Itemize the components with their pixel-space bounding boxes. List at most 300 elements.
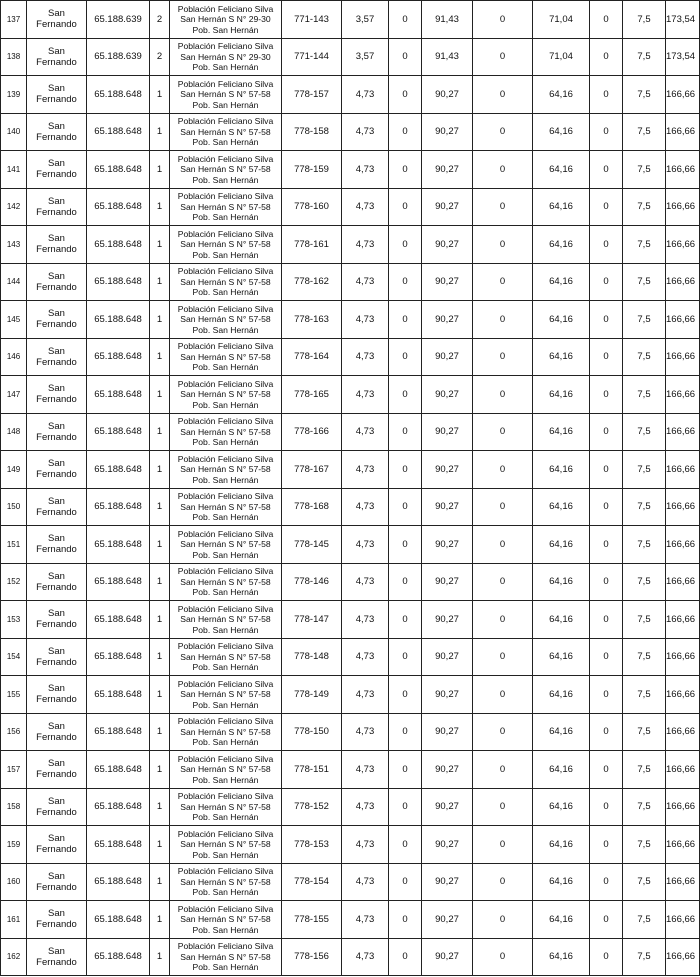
rut-cell: 65.188.639 bbox=[87, 38, 150, 76]
quantity-cell: 1 bbox=[150, 413, 170, 451]
address-line: Población Feliciano Silva bbox=[177, 191, 274, 201]
address-line: San Hernán S N° 57-58 bbox=[180, 89, 271, 99]
commune-line: Fernando bbox=[36, 19, 77, 31]
row-number-cell: 151 bbox=[1, 526, 27, 564]
rol-cell: 778-162 bbox=[282, 263, 342, 301]
quantity-cell: 1 bbox=[150, 751, 170, 789]
rol-cell: 778-161 bbox=[282, 226, 342, 264]
value-f-cell: 0 bbox=[590, 638, 623, 676]
address-cell bbox=[170, 376, 282, 414]
address-line: Población Feliciano Silva bbox=[177, 716, 274, 726]
address-line: Pob. San Hernán bbox=[192, 174, 259, 185]
address-line: Población Feliciano Silva bbox=[177, 416, 274, 426]
rol-cell: 771-144 bbox=[282, 38, 342, 76]
value-d-cell: 0 bbox=[473, 376, 533, 414]
table-row bbox=[1, 938, 700, 976]
value-c-cell: 90,27 bbox=[422, 413, 473, 451]
value-b-cell: 0 bbox=[389, 901, 422, 939]
value-b-cell: 0 bbox=[389, 226, 422, 264]
address-cell bbox=[170, 338, 282, 376]
address-line: San Hernán S N° 57-58 bbox=[180, 651, 271, 662]
total-cell: 166,66 bbox=[666, 413, 700, 451]
value-d-cell: 0 bbox=[473, 863, 533, 901]
address-line: Población Feliciano Silva bbox=[177, 753, 274, 764]
row-number-cell: 159 bbox=[1, 826, 27, 864]
value-f-cell: 0 bbox=[590, 713, 623, 751]
address-line: Población Feliciano Silva bbox=[177, 866, 274, 876]
quantity-cell: 1 bbox=[150, 826, 170, 864]
address-line: San Hernán S N° 57-58 bbox=[180, 201, 271, 212]
address-line: Población Feliciano Silva bbox=[177, 828, 274, 839]
commune-line: Fernando bbox=[36, 506, 77, 518]
value-g-cell: 7,5 bbox=[623, 113, 666, 151]
rol-cell: 778-163 bbox=[282, 301, 342, 339]
value-c-cell: 90,27 bbox=[422, 488, 473, 526]
total-cell: 173,54 bbox=[666, 38, 700, 76]
commune-cell bbox=[27, 826, 87, 864]
value-e-cell: 64,16 bbox=[533, 751, 590, 789]
value-a-cell: 4,73 bbox=[342, 301, 389, 339]
commune-line: San bbox=[48, 945, 65, 957]
value-f-cell: 0 bbox=[590, 676, 623, 714]
table-row bbox=[1, 638, 700, 676]
rol-cell: 771-143 bbox=[282, 1, 342, 39]
address-line: Población Feliciano Silva bbox=[177, 78, 274, 89]
address-line: Población Feliciano Silva bbox=[177, 603, 274, 614]
value-e-cell: 64,16 bbox=[533, 788, 590, 826]
value-a-cell: 3,57 bbox=[342, 1, 389, 39]
rol-cell: 778-167 bbox=[282, 451, 342, 489]
total-cell: 166,66 bbox=[666, 151, 700, 189]
commune-line: San bbox=[48, 720, 65, 732]
address-line: Pob. San Hernán bbox=[192, 737, 259, 747]
commune-line: San bbox=[48, 833, 65, 845]
value-d-cell: 0 bbox=[473, 188, 533, 226]
rol-cell: 778-151 bbox=[282, 751, 342, 789]
value-d-cell: 0 bbox=[473, 788, 533, 826]
commune-cell bbox=[27, 38, 87, 76]
table-row bbox=[1, 188, 700, 226]
value-f-cell: 0 bbox=[590, 751, 623, 789]
table-row bbox=[1, 38, 700, 76]
commune-line: Fernando bbox=[36, 581, 77, 593]
commune-cell bbox=[27, 751, 87, 789]
commune-line: San bbox=[48, 908, 65, 920]
value-f-cell: 0 bbox=[590, 1, 623, 39]
table-row bbox=[1, 901, 700, 939]
commune-cell bbox=[27, 226, 87, 264]
table-row bbox=[1, 263, 700, 301]
row-number-cell: 162 bbox=[1, 938, 27, 976]
total-cell: 166,66 bbox=[666, 751, 700, 789]
commune-cell bbox=[27, 638, 87, 676]
total-cell: 166,66 bbox=[666, 601, 700, 639]
commune-line: San bbox=[48, 8, 65, 20]
value-c-cell: 90,27 bbox=[422, 751, 473, 789]
commune-line: Fernando bbox=[36, 56, 77, 68]
value-g-cell: 7,5 bbox=[623, 563, 666, 601]
address-cell bbox=[170, 638, 282, 676]
commune-line: Fernando bbox=[36, 94, 77, 106]
row-number-cell: 160 bbox=[1, 863, 27, 901]
commune-cell bbox=[27, 863, 87, 901]
value-d-cell: 0 bbox=[473, 38, 533, 76]
row-number-cell: 145 bbox=[1, 301, 27, 339]
value-g-cell: 7,5 bbox=[623, 638, 666, 676]
commune-cell bbox=[27, 676, 87, 714]
address-cell bbox=[170, 601, 282, 639]
commune-line: Fernando bbox=[36, 394, 77, 406]
rut-cell: 65.188.648 bbox=[87, 188, 150, 226]
value-e-cell: 64,16 bbox=[533, 151, 590, 189]
rut-cell: 65.188.648 bbox=[87, 301, 150, 339]
row-number-cell: 150 bbox=[1, 488, 27, 526]
row-number-cell: 138 bbox=[1, 38, 27, 76]
rol-cell: 778-168 bbox=[282, 488, 342, 526]
commune-line: San bbox=[48, 233, 65, 245]
rut-cell: 65.188.648 bbox=[87, 713, 150, 751]
commune-line: Fernando bbox=[36, 244, 77, 256]
total-cell: 166,66 bbox=[666, 451, 700, 489]
commune-line: Fernando bbox=[36, 769, 77, 781]
quantity-cell: 1 bbox=[150, 638, 170, 676]
quantity-cell: 1 bbox=[150, 563, 170, 601]
address-line: Población Feliciano Silva bbox=[177, 453, 274, 464]
total-cell: 166,66 bbox=[666, 488, 700, 526]
row-number-cell: 137 bbox=[1, 1, 27, 39]
value-a-cell: 4,73 bbox=[342, 488, 389, 526]
rut-cell: 65.188.648 bbox=[87, 451, 150, 489]
table-row bbox=[1, 751, 700, 789]
value-d-cell: 0 bbox=[473, 338, 533, 376]
value-g-cell: 7,5 bbox=[623, 38, 666, 76]
value-b-cell: 0 bbox=[389, 451, 422, 489]
address-cell bbox=[170, 451, 282, 489]
rol-cell: 778-148 bbox=[282, 638, 342, 676]
commune-line: San bbox=[48, 83, 65, 95]
commune-cell bbox=[27, 451, 87, 489]
address-line: Pob. San Hernán bbox=[192, 137, 259, 147]
address-line: San Hernán S N° 57-58 bbox=[180, 914, 271, 924]
commune-cell bbox=[27, 76, 87, 114]
address-line: San Hernán S N° 57-58 bbox=[180, 164, 271, 174]
commune-cell bbox=[27, 188, 87, 226]
address-cell bbox=[170, 788, 282, 826]
value-a-cell: 4,73 bbox=[342, 413, 389, 451]
value-c-cell: 90,27 bbox=[422, 113, 473, 151]
row-number-cell: 144 bbox=[1, 263, 27, 301]
address-line: Población Feliciano Silva bbox=[177, 378, 274, 389]
value-a-cell: 4,73 bbox=[342, 938, 389, 976]
value-f-cell: 0 bbox=[590, 226, 623, 264]
commune-cell bbox=[27, 526, 87, 564]
quantity-cell: 1 bbox=[150, 901, 170, 939]
address-line: Pob. San Hernán bbox=[192, 887, 259, 897]
address-line: San Hernán S N° 57-58 bbox=[180, 389, 271, 399]
value-c-cell: 90,27 bbox=[422, 188, 473, 226]
commune-cell bbox=[27, 1, 87, 39]
rut-cell: 65.188.648 bbox=[87, 151, 150, 189]
quantity-cell: 1 bbox=[150, 713, 170, 751]
address-line: Pob. San Hernán bbox=[192, 287, 259, 297]
value-e-cell: 64,16 bbox=[533, 488, 590, 526]
value-a-cell: 4,73 bbox=[342, 338, 389, 376]
address-line: San Hernán S N° 57-58 bbox=[180, 351, 271, 362]
table-row bbox=[1, 451, 700, 489]
table-row bbox=[1, 1, 700, 39]
commune-line: San bbox=[48, 120, 65, 132]
address-line: San Hernán S N° 29-30 bbox=[180, 14, 271, 24]
value-e-cell: 64,16 bbox=[533, 526, 590, 564]
address-line: Pob. San Hernán bbox=[192, 699, 259, 710]
rol-cell: 778-145 bbox=[282, 526, 342, 564]
commune-cell bbox=[27, 113, 87, 151]
row-number-cell: 158 bbox=[1, 788, 27, 826]
value-d-cell: 0 bbox=[473, 901, 533, 939]
address-line: San Hernán S N° 57-58 bbox=[180, 839, 271, 849]
rol-cell: 778-146 bbox=[282, 563, 342, 601]
value-b-cell: 0 bbox=[389, 263, 422, 301]
address-cell bbox=[170, 263, 282, 301]
table-body bbox=[1, 1, 700, 976]
row-number-cell: 152 bbox=[1, 563, 27, 601]
value-f-cell: 0 bbox=[590, 113, 623, 151]
value-e-cell: 64,16 bbox=[533, 601, 590, 639]
quantity-cell: 1 bbox=[150, 151, 170, 189]
quantity-cell: 1 bbox=[150, 488, 170, 526]
total-cell: 166,66 bbox=[666, 826, 700, 864]
address-line: Población Feliciano Silva bbox=[177, 153, 274, 164]
commune-cell bbox=[27, 788, 87, 826]
value-c-cell: 90,27 bbox=[422, 601, 473, 639]
rut-cell: 65.188.648 bbox=[87, 788, 150, 826]
commune-line: Fernando bbox=[36, 619, 77, 631]
table-row bbox=[1, 338, 700, 376]
commune-line: San bbox=[48, 495, 65, 507]
value-a-cell: 4,73 bbox=[342, 376, 389, 414]
quantity-cell: 1 bbox=[150, 188, 170, 226]
address-cell bbox=[170, 226, 282, 264]
total-cell: 166,66 bbox=[666, 338, 700, 376]
rut-cell: 65.188.648 bbox=[87, 76, 150, 114]
value-a-cell: 4,73 bbox=[342, 901, 389, 939]
rol-cell: 778-150 bbox=[282, 713, 342, 751]
value-c-cell: 90,27 bbox=[422, 863, 473, 901]
address-cell bbox=[170, 488, 282, 526]
value-b-cell: 0 bbox=[389, 301, 422, 339]
value-e-cell: 64,16 bbox=[533, 713, 590, 751]
quantity-cell: 1 bbox=[150, 263, 170, 301]
value-f-cell: 0 bbox=[590, 488, 623, 526]
value-d-cell: 0 bbox=[473, 938, 533, 976]
value-f-cell: 0 bbox=[590, 563, 623, 601]
value-g-cell: 7,5 bbox=[623, 676, 666, 714]
address-line: Pob. San Hernán bbox=[192, 549, 259, 560]
total-cell: 166,66 bbox=[666, 113, 700, 151]
rol-cell: 778-164 bbox=[282, 338, 342, 376]
rol-cell: 778-147 bbox=[282, 601, 342, 639]
address-cell bbox=[170, 526, 282, 564]
total-cell: 166,66 bbox=[666, 713, 700, 751]
rut-cell: 65.188.648 bbox=[87, 338, 150, 376]
value-e-cell: 64,16 bbox=[533, 413, 590, 451]
rol-cell: 778-156 bbox=[282, 938, 342, 976]
value-e-cell: 64,16 bbox=[533, 826, 590, 864]
quantity-cell: 1 bbox=[150, 788, 170, 826]
address-cell bbox=[170, 188, 282, 226]
commune-line: Fernando bbox=[36, 731, 77, 743]
total-cell: 166,66 bbox=[666, 226, 700, 264]
value-c-cell: 90,27 bbox=[422, 938, 473, 976]
rut-cell: 65.188.648 bbox=[87, 901, 150, 939]
quantity-cell: 1 bbox=[150, 113, 170, 151]
value-b-cell: 0 bbox=[389, 413, 422, 451]
quantity-cell: 1 bbox=[150, 938, 170, 976]
commune-line: San bbox=[48, 683, 65, 695]
value-f-cell: 0 bbox=[590, 413, 623, 451]
quantity-cell: 1 bbox=[150, 76, 170, 114]
rut-cell: 65.188.648 bbox=[87, 563, 150, 601]
row-number-cell: 139 bbox=[1, 76, 27, 114]
value-c-cell: 90,27 bbox=[422, 151, 473, 189]
address-line: Pob. San Hernán bbox=[192, 99, 259, 110]
address-line: Población Feliciano Silva bbox=[177, 41, 274, 51]
value-b-cell: 0 bbox=[389, 38, 422, 76]
address-cell bbox=[170, 113, 282, 151]
table-row bbox=[1, 76, 700, 114]
commune-cell bbox=[27, 563, 87, 601]
rol-cell: 778-165 bbox=[282, 376, 342, 414]
value-b-cell: 0 bbox=[389, 188, 422, 226]
commune-line: Fernando bbox=[36, 956, 77, 968]
value-g-cell: 7,5 bbox=[623, 76, 666, 114]
value-e-cell: 64,16 bbox=[533, 451, 590, 489]
address-line: Pob. San Hernán bbox=[192, 324, 259, 335]
address-line: Población Feliciano Silva bbox=[177, 678, 274, 689]
quantity-cell: 1 bbox=[150, 601, 170, 639]
value-f-cell: 0 bbox=[590, 76, 623, 114]
value-a-cell: 4,73 bbox=[342, 713, 389, 751]
address-line: San Hernán S N° 57-58 bbox=[180, 239, 271, 249]
value-d-cell: 0 bbox=[473, 713, 533, 751]
rol-cell: 778-155 bbox=[282, 901, 342, 939]
value-a-cell: 4,73 bbox=[342, 263, 389, 301]
row-number-cell: 161 bbox=[1, 901, 27, 939]
value-g-cell: 7,5 bbox=[623, 601, 666, 639]
address-cell bbox=[170, 38, 282, 76]
total-cell: 166,66 bbox=[666, 788, 700, 826]
commune-cell bbox=[27, 151, 87, 189]
value-d-cell: 0 bbox=[473, 451, 533, 489]
address-line: Población Feliciano Silva bbox=[177, 641, 274, 651]
address-line: Pob. San Hernán bbox=[192, 24, 259, 35]
commune-line: San bbox=[48, 45, 65, 57]
table-row bbox=[1, 151, 700, 189]
value-e-cell: 64,16 bbox=[533, 376, 590, 414]
value-b-cell: 0 bbox=[389, 526, 422, 564]
address-line: Pob. San Hernán bbox=[192, 212, 259, 222]
address-line: Pob. San Hernán bbox=[192, 512, 259, 522]
row-number-cell: 143 bbox=[1, 226, 27, 264]
commune-line: Fernando bbox=[36, 694, 77, 706]
value-e-cell: 64,16 bbox=[533, 638, 590, 676]
commune-line: San bbox=[48, 870, 65, 882]
value-a-cell: 4,73 bbox=[342, 751, 389, 789]
table-row bbox=[1, 301, 700, 339]
value-f-cell: 0 bbox=[590, 376, 623, 414]
value-d-cell: 0 bbox=[473, 751, 533, 789]
commune-line: San bbox=[48, 533, 65, 545]
value-c-cell: 90,27 bbox=[422, 76, 473, 114]
value-b-cell: 0 bbox=[389, 751, 422, 789]
value-b-cell: 0 bbox=[389, 563, 422, 601]
value-e-cell: 64,16 bbox=[533, 676, 590, 714]
value-g-cell: 7,5 bbox=[623, 751, 666, 789]
value-c-cell: 91,43 bbox=[422, 38, 473, 76]
value-f-cell: 0 bbox=[590, 338, 623, 376]
rol-cell: 778-153 bbox=[282, 826, 342, 864]
value-a-cell: 4,73 bbox=[342, 113, 389, 151]
address-line: Pob. San Hernán bbox=[192, 587, 259, 597]
value-f-cell: 0 bbox=[590, 901, 623, 939]
quantity-cell: 2 bbox=[150, 1, 170, 39]
value-d-cell: 0 bbox=[473, 263, 533, 301]
value-e-cell: 64,16 bbox=[533, 338, 590, 376]
table-row bbox=[1, 113, 700, 151]
rut-cell: 65.188.648 bbox=[87, 263, 150, 301]
address-cell bbox=[170, 301, 282, 339]
value-d-cell: 0 bbox=[473, 563, 533, 601]
value-a-cell: 4,73 bbox=[342, 188, 389, 226]
value-e-cell: 64,16 bbox=[533, 301, 590, 339]
address-cell bbox=[170, 151, 282, 189]
address-line: Pob. San Hernán bbox=[192, 437, 259, 447]
address-line: San Hernán S N° 57-58 bbox=[180, 314, 271, 324]
quantity-cell: 1 bbox=[150, 526, 170, 564]
address-line: San Hernán S N° 57-58 bbox=[180, 614, 271, 624]
commune-line: Fernando bbox=[36, 131, 77, 143]
address-line: Población Feliciano Silva bbox=[177, 341, 274, 351]
commune-line: San bbox=[48, 158, 65, 170]
value-e-cell: 64,16 bbox=[533, 113, 590, 151]
address-line: San Hernán S N° 57-58 bbox=[180, 801, 271, 812]
value-g-cell: 7,5 bbox=[623, 863, 666, 901]
value-e-cell: 64,16 bbox=[533, 76, 590, 114]
value-g-cell: 7,5 bbox=[623, 188, 666, 226]
commune-line: Fernando bbox=[36, 881, 77, 893]
value-a-cell: 4,73 bbox=[342, 676, 389, 714]
row-number-cell: 146 bbox=[1, 338, 27, 376]
value-g-cell: 7,5 bbox=[623, 301, 666, 339]
value-a-cell: 3,57 bbox=[342, 38, 389, 76]
address-line: Población Feliciano Silva bbox=[177, 303, 274, 314]
value-e-cell: 64,16 bbox=[533, 263, 590, 301]
row-number-cell: 157 bbox=[1, 751, 27, 789]
value-a-cell: 4,73 bbox=[342, 451, 389, 489]
commune-cell bbox=[27, 713, 87, 751]
table-row bbox=[1, 226, 700, 264]
value-f-cell: 0 bbox=[590, 601, 623, 639]
commune-line: Fernando bbox=[36, 169, 77, 181]
value-e-cell: 64,16 bbox=[533, 226, 590, 264]
value-b-cell: 0 bbox=[389, 1, 422, 39]
address-line: Pob. San Hernán bbox=[192, 362, 259, 372]
commune-line: Fernando bbox=[36, 806, 77, 818]
address-line: Población Feliciano Silva bbox=[177, 903, 274, 914]
value-c-cell: 90,27 bbox=[422, 563, 473, 601]
address-line: Pob. San Hernán bbox=[192, 474, 259, 485]
row-number-cell: 149 bbox=[1, 451, 27, 489]
